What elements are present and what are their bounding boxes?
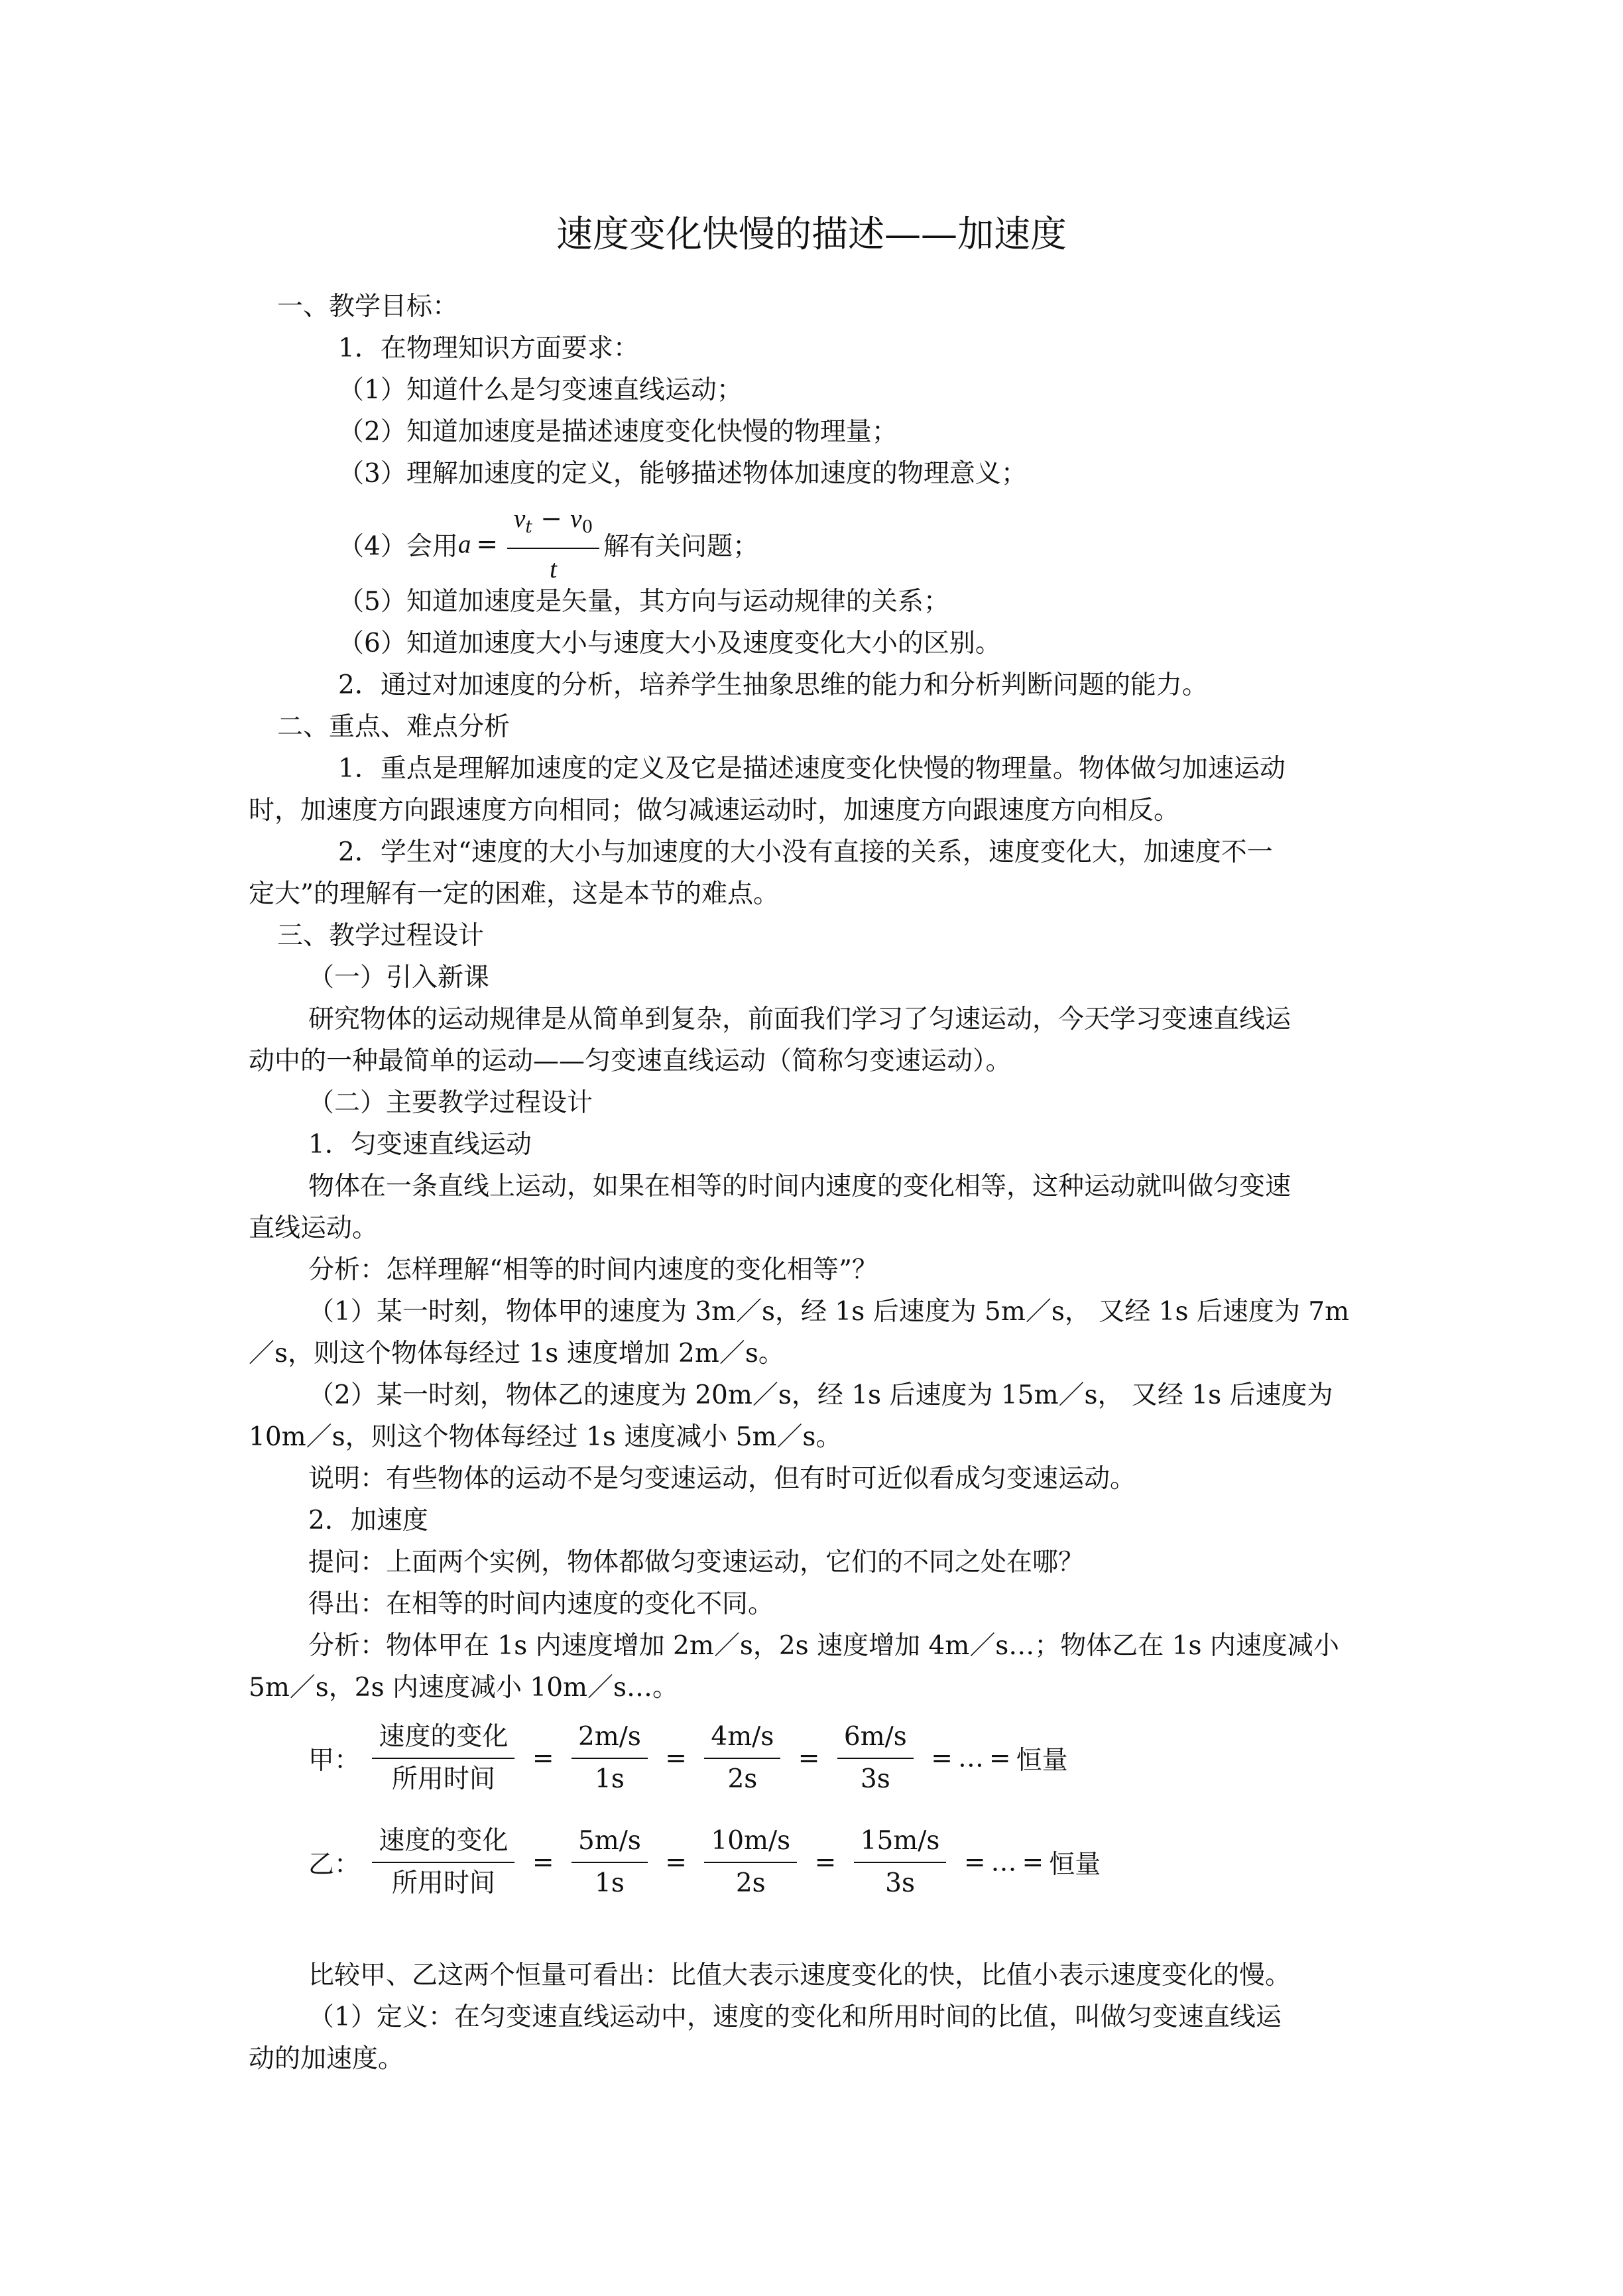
- section2-heading: 二、重点、难点分析: [277, 712, 511, 742]
- ratio-jia-frac-1: $\frac{2m/s}{1s}$: [571, 1721, 648, 1796]
- goal-sub-6: （6）知道加速度大小与速度大小及速度变化大小的区别。: [338, 629, 1001, 658]
- ratio-yi: 乙： $\frac{\text{速度的变化}}{\text{所用时间}}$ = $\frac{5m/s}{1s}$ = $\frac{10m/s}{2s}$ = $\frac{15m/s}{3s}$ = … = 恒量: [308, 1825, 1101, 1900]
- formula-a: a: [457, 530, 471, 559]
- goal-sub-5: （5）知道加速度是矢量，其方向与运动规律的关系；: [338, 587, 949, 617]
- uniform-def-a: 物体在一条直线上运动，如果在相等的时间内速度的变化相等，这种运动就叫做匀变速: [308, 1172, 1292, 1201]
- uniform-def-b: 直线运动。: [249, 1213, 379, 1243]
- example-1b: ／s，则这个物体每经过 1s 速度增加 2m／s。: [249, 1339, 784, 1368]
- question: 提问：上面两个实例，物体都做匀变速运动，它们的不同之处在哪？: [308, 1547, 1085, 1577]
- analysis-question: 分析：怎样理解“相等的时间内速度的变化相等”？: [308, 1255, 878, 1285]
- formula-denominator: t: [550, 555, 557, 583]
- definition-b: 动的加速度。: [249, 2044, 404, 2074]
- ratio-yi-frac-3: $\frac{15m/s}{3s}$: [854, 1825, 947, 1900]
- goal-sub-4-prefix: （4）会用: [338, 532, 458, 562]
- ratio-jia-frac-2: $\frac{4m/s}{2s}$: [704, 1721, 780, 1796]
- goal-sub-3: （3）理解加速度的定义，能够描述物体加速度的物理意义；: [338, 459, 1027, 489]
- ratio-yi-frac-1: $\frac{5m/s}{1s}$: [571, 1825, 648, 1900]
- goal-sub-4: [338, 503, 758, 586]
- subsection-2-heading: 2．加速度: [308, 1506, 428, 1536]
- definition-a: （1）定义：在匀变速直线运动中，速度的变化和所用时间的比值，叫做匀变速直线运: [308, 2002, 1282, 2032]
- goal-sub-4-suffix: 解有关问题；: [603, 532, 759, 562]
- example-2b: 10m／s，则这个物体每经过 1s 速度减小 5m／s。: [249, 1422, 842, 1452]
- goal-item-1: 1．在物理知识方面要求：: [338, 333, 639, 363]
- intro-para-b: 动中的一种最简单的运动——匀变速直线运动（简称匀变速运动）。: [249, 1046, 1012, 1076]
- ratio-jia-frac-0: $\frac{\text{速度的变化}}{\text{所用时间}}$: [372, 1721, 514, 1796]
- section3-heading: 三、教学过程设计: [277, 921, 485, 951]
- note: 说明：有些物体的运动不是匀变速运动，但有时可近似看成匀变速运动。: [308, 1464, 1136, 1494]
- formula-equals: =: [476, 529, 499, 560]
- ratio-yi-label: 乙：: [308, 1850, 361, 1880]
- goal-sub-1: （1）知道什么是匀变速直线运动；: [338, 375, 743, 405]
- analysis-2b: 5m／s，2s 内速度减小 10m／s…。: [249, 1673, 679, 1703]
- intro-para-a: 研究物体的运动规律是从简单到复杂，前面我们学习了匀速运动，今天学习变速直线运: [308, 1004, 1292, 1034]
- main-heading: （二）主要教学过程设计: [308, 1088, 593, 1118]
- goal-item-2: 2．通过对加速度的分析，培养学生抽象思维的能力和分析判断问题的能力。: [338, 670, 1208, 700]
- conclusion: 得出：在相等的时间内速度的变化不同。: [308, 1589, 774, 1619]
- ratio-jia-frac-3: $\frac{6m/s}{3s}$: [837, 1721, 914, 1796]
- key-point-2a: 2．学生对“速度的大小与加速度的大小没有直接的关系，速度变化大，加速度不一: [338, 837, 1273, 867]
- ratio-jia: 甲： $\frac{\text{速度的变化}}{\text{所用时间}}$ = $\frac{2m/s}{1s}$ = $\frac{4m/s}{2s}$ = $\frac{6m/s}{3s}$ = … = 恒量: [308, 1721, 1068, 1796]
- ratio-jia-label: 甲：: [308, 1746, 361, 1776]
- intro-heading: （一）引入新课: [308, 963, 490, 993]
- section1-heading: 一、教学目标：: [277, 292, 459, 322]
- compare: 比较甲、乙这两个恒量可看出：比值大表示速度变化的快，比值小表示速度变化的慢。: [308, 1961, 1292, 1990]
- example-2a: （2）某一时刻，物体乙的速度为 20m／s，经 1s 后速度为 15m／s， 又经 1s 后速度为: [308, 1380, 1333, 1410]
- key-point-1a: 1．重点是理解加速度的定义及它是描述速度变化快慢的物理量。物体做匀加速运动: [338, 754, 1286, 784]
- key-point-1b: 时，加速度方向跟速度方向相同；做匀减速运动时，加速度方向跟速度方向相反。: [249, 796, 1180, 825]
- ratio-yi-frac-2: $\frac{10m/s}{2s}$: [704, 1825, 797, 1900]
- goal-sub-2: （2）知道加速度是描述速度变化快慢的物理量；: [338, 417, 898, 447]
- formula-numerator: $v_t - v_0$: [507, 503, 599, 549]
- analysis-2a: 分析：物体甲在 1s 内速度增加 2m／s，2s 速度增加 4m／s…；物体乙在 1s 内速度减小: [308, 1631, 1339, 1661]
- ratio-yi-tail: 恒量: [1049, 1850, 1101, 1880]
- key-point-2b: 定大”的理解有一定的困难，这是本节的难点。: [249, 879, 779, 909]
- ratio-yi-frac-0: $\frac{\text{速度的变化}}{\text{所用时间}}$: [372, 1825, 514, 1900]
- formula-fraction: [507, 503, 599, 586]
- subsection-1-heading: 1．匀变速直线运动: [308, 1130, 532, 1160]
- page-title: 速度变化快慢的描述——加速度: [556, 213, 1067, 255]
- example-1a: （1）某一时刻，物体甲的速度为 3m／s，经 1s 后速度为 5m／s， 又经 1s 后速度为 7m: [308, 1297, 1350, 1327]
- ratio-jia-tail: 恒量: [1016, 1746, 1068, 1776]
